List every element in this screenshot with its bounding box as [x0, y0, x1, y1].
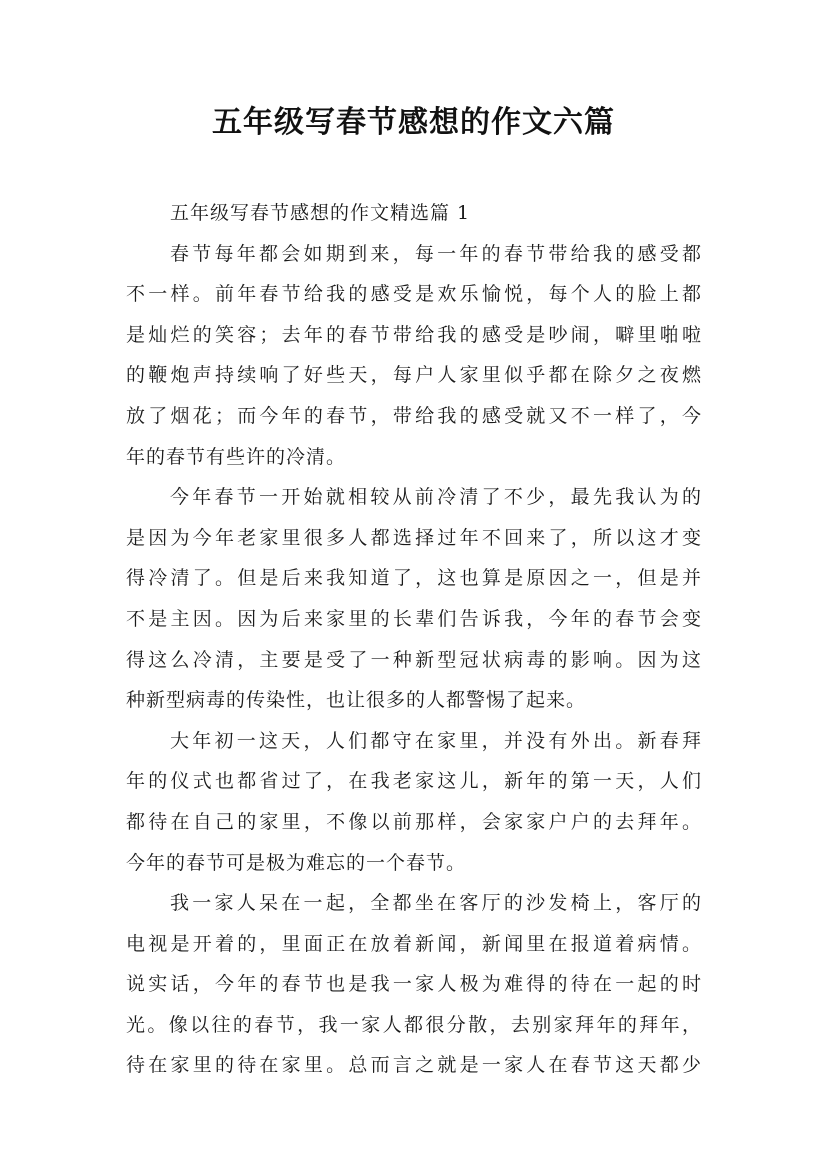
text-line: 光。像以往的春节，我一家人都很分散，去别家拜年的拜年，: [126, 1013, 702, 1036]
text-line: 电视是开着的，里面正在放着新闻，新闻里在报道着病情。: [126, 932, 702, 955]
text-line: 是灿烂的笑容；去年的春节带给我的感受是吵闹，噼里啪啦: [126, 323, 702, 346]
text-line: 年的春节有些许的冷清。: [126, 445, 347, 468]
text-line: 今年的春节可是极为难忘的一个春节。: [126, 851, 467, 874]
text-line: 种新型病毒的传染性，也让很多的人都警惕了起来。: [126, 689, 587, 712]
text-line: 春节每年都会如期到来，每一年的春节带给我的感受都: [170, 242, 702, 265]
text-line: 得这么冷清，主要是受了一种新型冠状病毒的影响。因为这: [126, 648, 702, 671]
text-line: 放了烟花；而今年的春节，带给我的感受就又不一样了，今: [126, 404, 702, 427]
section-heading: 五年级写春节感想的作文精选篇 1: [170, 202, 471, 224]
text-line: 大年初一这天，人们都守在家里，并没有外出。新春拜: [170, 729, 702, 752]
text-line: 得冷清了。但是后来我知道了，这也算是原因之一，但是并: [126, 567, 702, 590]
text-line: 待在家里的待在家里。总而言之就是一家人在春节这天都少: [126, 1054, 702, 1077]
text-line: 年的仪式也都省过了，在我老家这儿，新年的第一天，人们: [126, 770, 702, 793]
text-line: 今年春节一开始就相较从前冷清了不少，最先我认为的: [170, 486, 702, 509]
text-line: 都待在自己的家里，不像以前那样，会家家户户的去拜年。: [126, 810, 702, 833]
text-line: 是因为今年老家里很多人都选择过年不回来了，所以这才变: [126, 526, 702, 549]
text-line: 不一样。前年春节给我的感受是欢乐愉悦，每个人的脸上都: [126, 283, 702, 306]
document-title: 五年级写春节感想的作文六篇: [212, 105, 615, 140]
text-line: 不是主因。因为后来家里的长辈们告诉我，今年的春节会变: [126, 607, 702, 630]
text-line: 我一家人呆在一起，全都坐在客厅的沙发椅上，客厅的: [170, 892, 702, 915]
text-line: 说实话，今年的春节也是我一家人极为难得的待在一起的时: [126, 973, 702, 996]
document-body: [126, 193, 702, 1086]
text-line: 的鞭炮声持续响了好些天，每户人家里似乎都在除夕之夜燃: [126, 364, 702, 387]
